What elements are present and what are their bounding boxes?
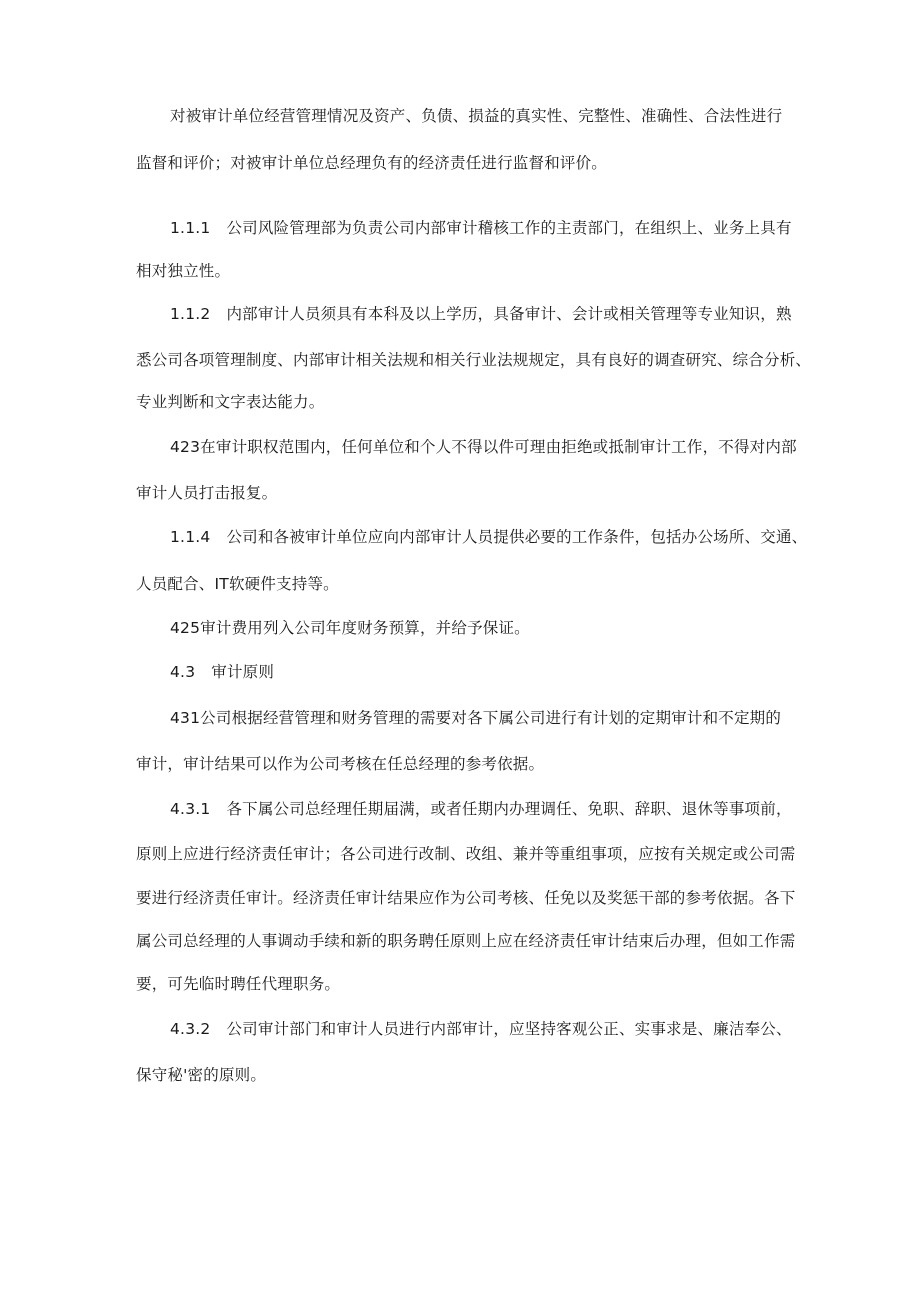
paragraph-line <box>136 1065 266 1085</box>
paragraph-text: 监督和评价；对被审计单位总经理负有的经济责任进行监督和评价。 <box>136 154 608 172</box>
paragraph-text: 431公司根据经营管理和财务管理的需要对各下属公司进行有计划的定期审计和不定期的 <box>170 709 782 727</box>
paragraph-line <box>170 708 781 728</box>
paragraph-line <box>170 527 807 547</box>
paragraph-line <box>170 437 797 457</box>
paragraph-text: 审计，审计结果可以作为公司考核在任总经理的参考依据。 <box>136 755 545 773</box>
paragraph-line <box>170 106 782 126</box>
paragraph-text: 保守秘'密的原则。 <box>136 1066 267 1084</box>
paragraph-line <box>170 618 530 638</box>
paragraph-text: 悉公司各项管理制度、内部审计相关法规和相关行业法规规定，具有良好的调查研究、综合分析、 <box>136 351 812 369</box>
paragraph-line <box>136 153 607 173</box>
paragraph-text: 属公司总经理的人事调动手续和新的职务聘任原则上应在经济责任审计结束后办理，但如工作需 <box>136 932 796 950</box>
paragraph-line <box>136 931 795 951</box>
paragraph-text: 相对独立性。 <box>136 262 231 280</box>
paragraph-text: 审计人员打击报复。 <box>136 484 278 502</box>
paragraph-line <box>170 218 792 238</box>
section-number: 1.1.1 <box>170 219 211 237</box>
paragraph-text: 对被审计单位经营管理情况及资产、负债、损益的真实性、完整性、准确性、合法性进行 <box>170 107 783 125</box>
paragraph-text: 要进行经济责任审计。经济责任审计结果应作为公司考核、任免以及奖惩干部的参考依据。各下 <box>136 889 796 907</box>
section-number: 4.3 <box>170 663 196 681</box>
paragraph-text: 要，可先临时聘任代理职务。 <box>136 975 341 993</box>
paragraph-line <box>136 888 795 908</box>
section-number: 1.1.2 <box>170 305 211 323</box>
section-heading <box>170 662 274 682</box>
paragraph-text: 原则上应进行经济责任审计；各公司进行改制、改组、兼并等重组事项，应按有关规定或公司需 <box>136 845 796 863</box>
paragraph-text: 公司和各被审计单位应向内部审计人员提供必要的工作条件，包括办公场所、交通、 <box>226 528 808 546</box>
paragraph-text: 内部审计人员须具有本科及以上学历，具备审计、会计或相关管理等专业知识，熟 <box>226 305 792 323</box>
paragraph-line <box>170 304 792 324</box>
paragraph-line <box>170 1019 792 1039</box>
paragraph-text: 423在审计职权范围内，任何单位和个人不得以件可理由拒绝或抵制审计工作，不得对内部 <box>170 438 797 456</box>
paragraph-text: 人员配合、IT软硬件支持等。 <box>136 575 339 593</box>
paragraph-line <box>170 799 792 819</box>
paragraph-text: 专业判断和文字表达能力。 <box>136 393 325 411</box>
paragraph-line <box>136 261 230 281</box>
paragraph-text: 425审计费用列入公司年度财务预算，并给予保证。 <box>170 619 530 637</box>
paragraph-line <box>136 574 339 594</box>
section-number: 4.3.1 <box>170 800 211 818</box>
paragraph-text: 公司风险管理部为负责公司内部审计稽核工作的主责部门，在组织上、业务上具有 <box>226 219 792 237</box>
section-heading-text: 审计原则 <box>211 663 275 681</box>
section-number: 1.1.4 <box>170 528 211 546</box>
paragraph-line <box>136 483 277 503</box>
paragraph-text: 各下属公司总经理任期届满，或者任期内办理调任、免职、辞职、退休等事项前， <box>226 800 792 818</box>
paragraph-line <box>136 350 811 370</box>
paragraph-line <box>136 754 544 774</box>
paragraph-line <box>136 392 324 412</box>
paragraph-line <box>136 974 340 994</box>
paragraph-line <box>136 844 795 864</box>
paragraph-text: 公司审计部门和审计人员进行内部审计，应坚持客观公正、实事求是、廉洁奉公、 <box>226 1020 792 1038</box>
section-number: 4.3.2 <box>170 1020 211 1038</box>
